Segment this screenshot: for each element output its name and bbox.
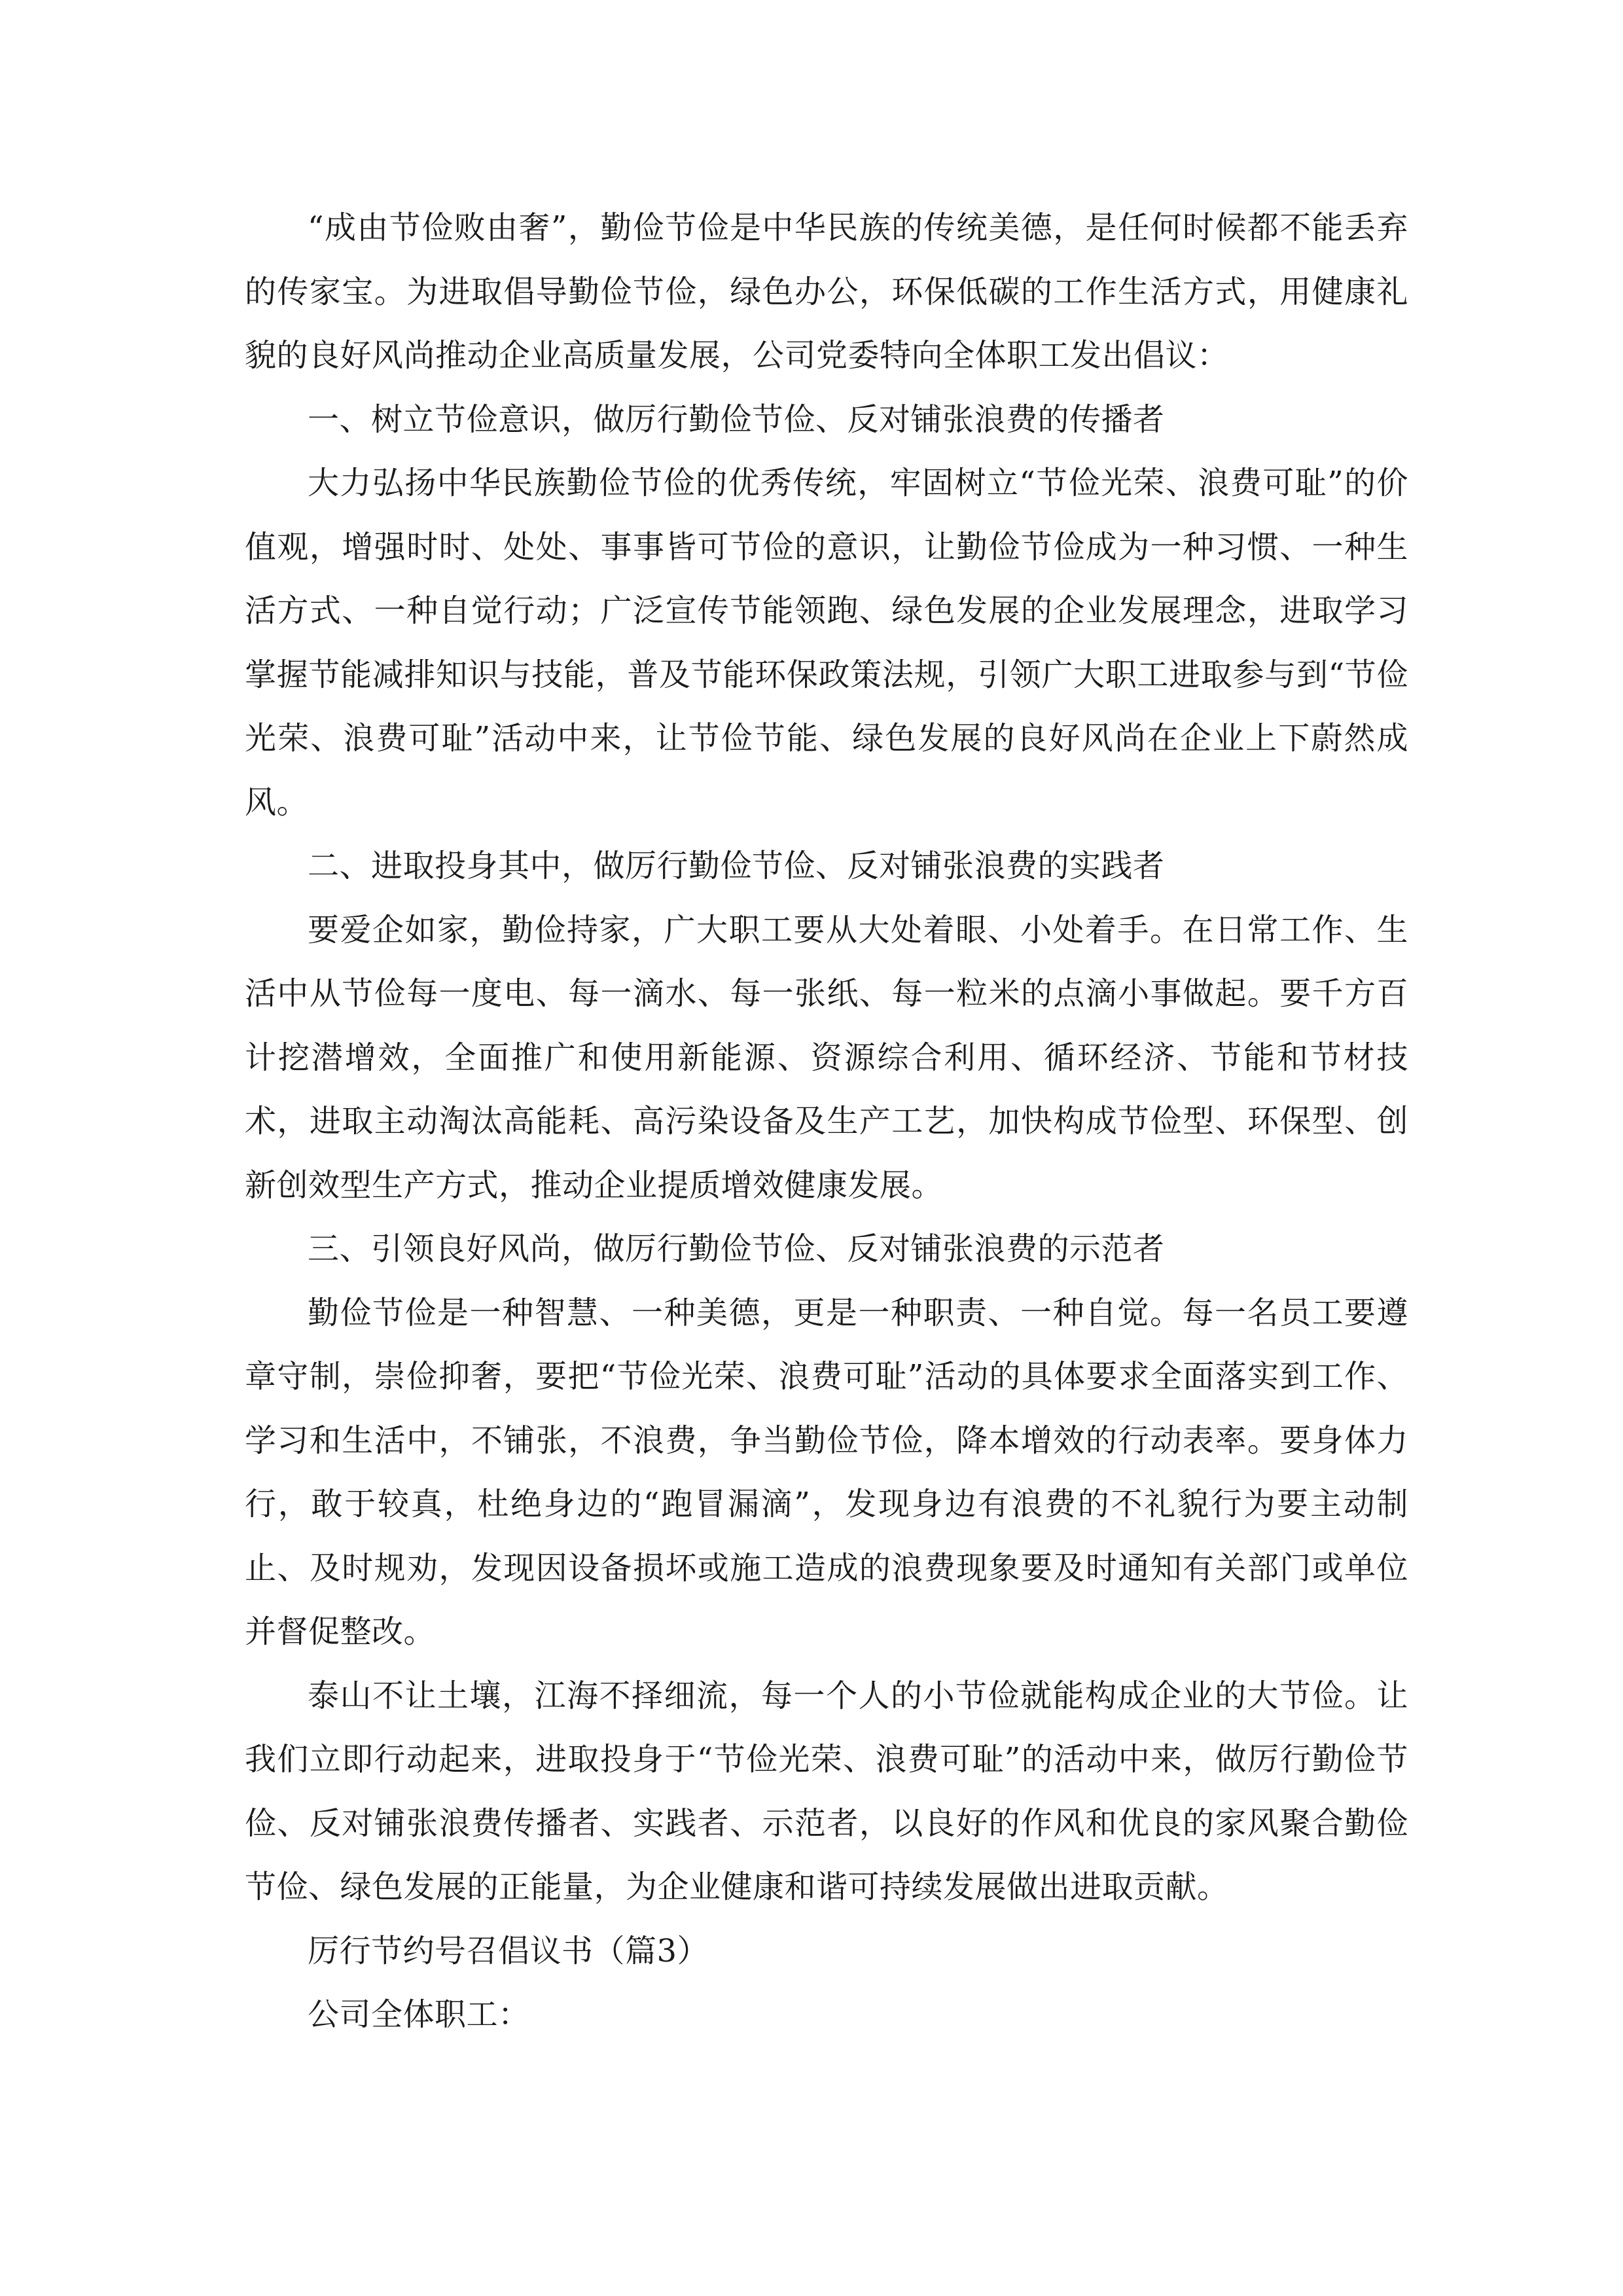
next-document-title: 厉行节约号召倡议书（篇3）: [308, 1932, 709, 1969]
section-heading-3: 三、引领良好风尚，做厉行勤俭节俭、反对铺张浪费的示范者: [308, 1230, 1165, 1267]
section-heading-2: 二、进取投身其中，做厉行勤俭节俭、反对铺张浪费的实践者: [308, 848, 1165, 884]
closing-paragraph: 泰山不让土壤，江海不择细流，每一个人的小节俭就能构成企业的大节俭。让我们立即行动起来，进取投身于“节俭光荣、浪费可耻”的活动中来，做厉行勤俭节俭、反对铺张浪费传播者、实践者、示范者，以良好的作风和优良的家风聚合勤俭节俭、绿色发展的正能量，为企业健康和谐可持续发展做出进取贡献。: [245, 1677, 1408, 1905]
section-heading-1: 一、树立节俭意识，做厉行勤俭节俭、反对铺张浪费的传播者: [308, 401, 1165, 438]
section-body-3: 勤俭节俭是一种智慧、一种美德，更是一种职责、一种自觉。每一名员工要遵章守制，崇俭抑奢，要把“节俭光荣、浪费可耻”活动的具体要求全面落实到工作、学习和生活中，不铺张，不浪费，争当勤俭节俭，降本增效的行动表率。要身体力行，敢于较真，杜绝身边的“跑冒漏滴”，发现身边有浪费的不礼貌行为要主动制止、及时规劝，发现因设备损坏或施工造成的浪费现象要及时通知有关部门或单位并督促整改。: [245, 1294, 1408, 1650]
document-body: [245, 196, 1408, 2047]
salutation: 公司全体职工：: [308, 1996, 530, 2033]
section-body-2: 要爱企如家，勤俭持家，广大职工要从大处着眼、小处着手。在日常工作、生活中从节俭每一度电、每一滴水、每一张纸、每一粒米的点滴小事做起。要千方百计挖潜增效，全面推广和使用新能源、资源综合利用、循环经济、节能和节材技术，进取主动淘汰高能耗、高污染设备及生产工艺，加快构成节俭型、环保型、创新创效型生产方式，推动企业提质增效健康发展。: [245, 911, 1408, 1204]
intro-paragraph: “成由节俭败由奢”，勤俭节俭是中华民族的传统美德，是任何时候都不能丢弃的传家宝。为进取倡导勤俭节俭，绿色办公，环保低碳的工作生活方式，用健康礼貌的良好风尚推动企业高质量发展，公司党委特向全体职工发出倡议：: [245, 209, 1408, 374]
section-body-1: 大力弘扬中华民族勤俭节俭的优秀传统，牢固树立“节俭光荣、浪费可耻”的价值观，增强时时、处处、事事皆可节俭的意识，让勤俭节俭成为一种习惯、一种生活方式、一种自觉行动；广泛宣传节能领跑、绿色发展的企业发展理念，进取学习掌握节能减排知识与技能，普及节能环保政策法规，引领广大职工进取参与到“节俭光荣、浪费可耻”活动中来，让节俭节能、绿色发展的良好风尚在企业上下蔚然成风。: [245, 465, 1408, 821]
